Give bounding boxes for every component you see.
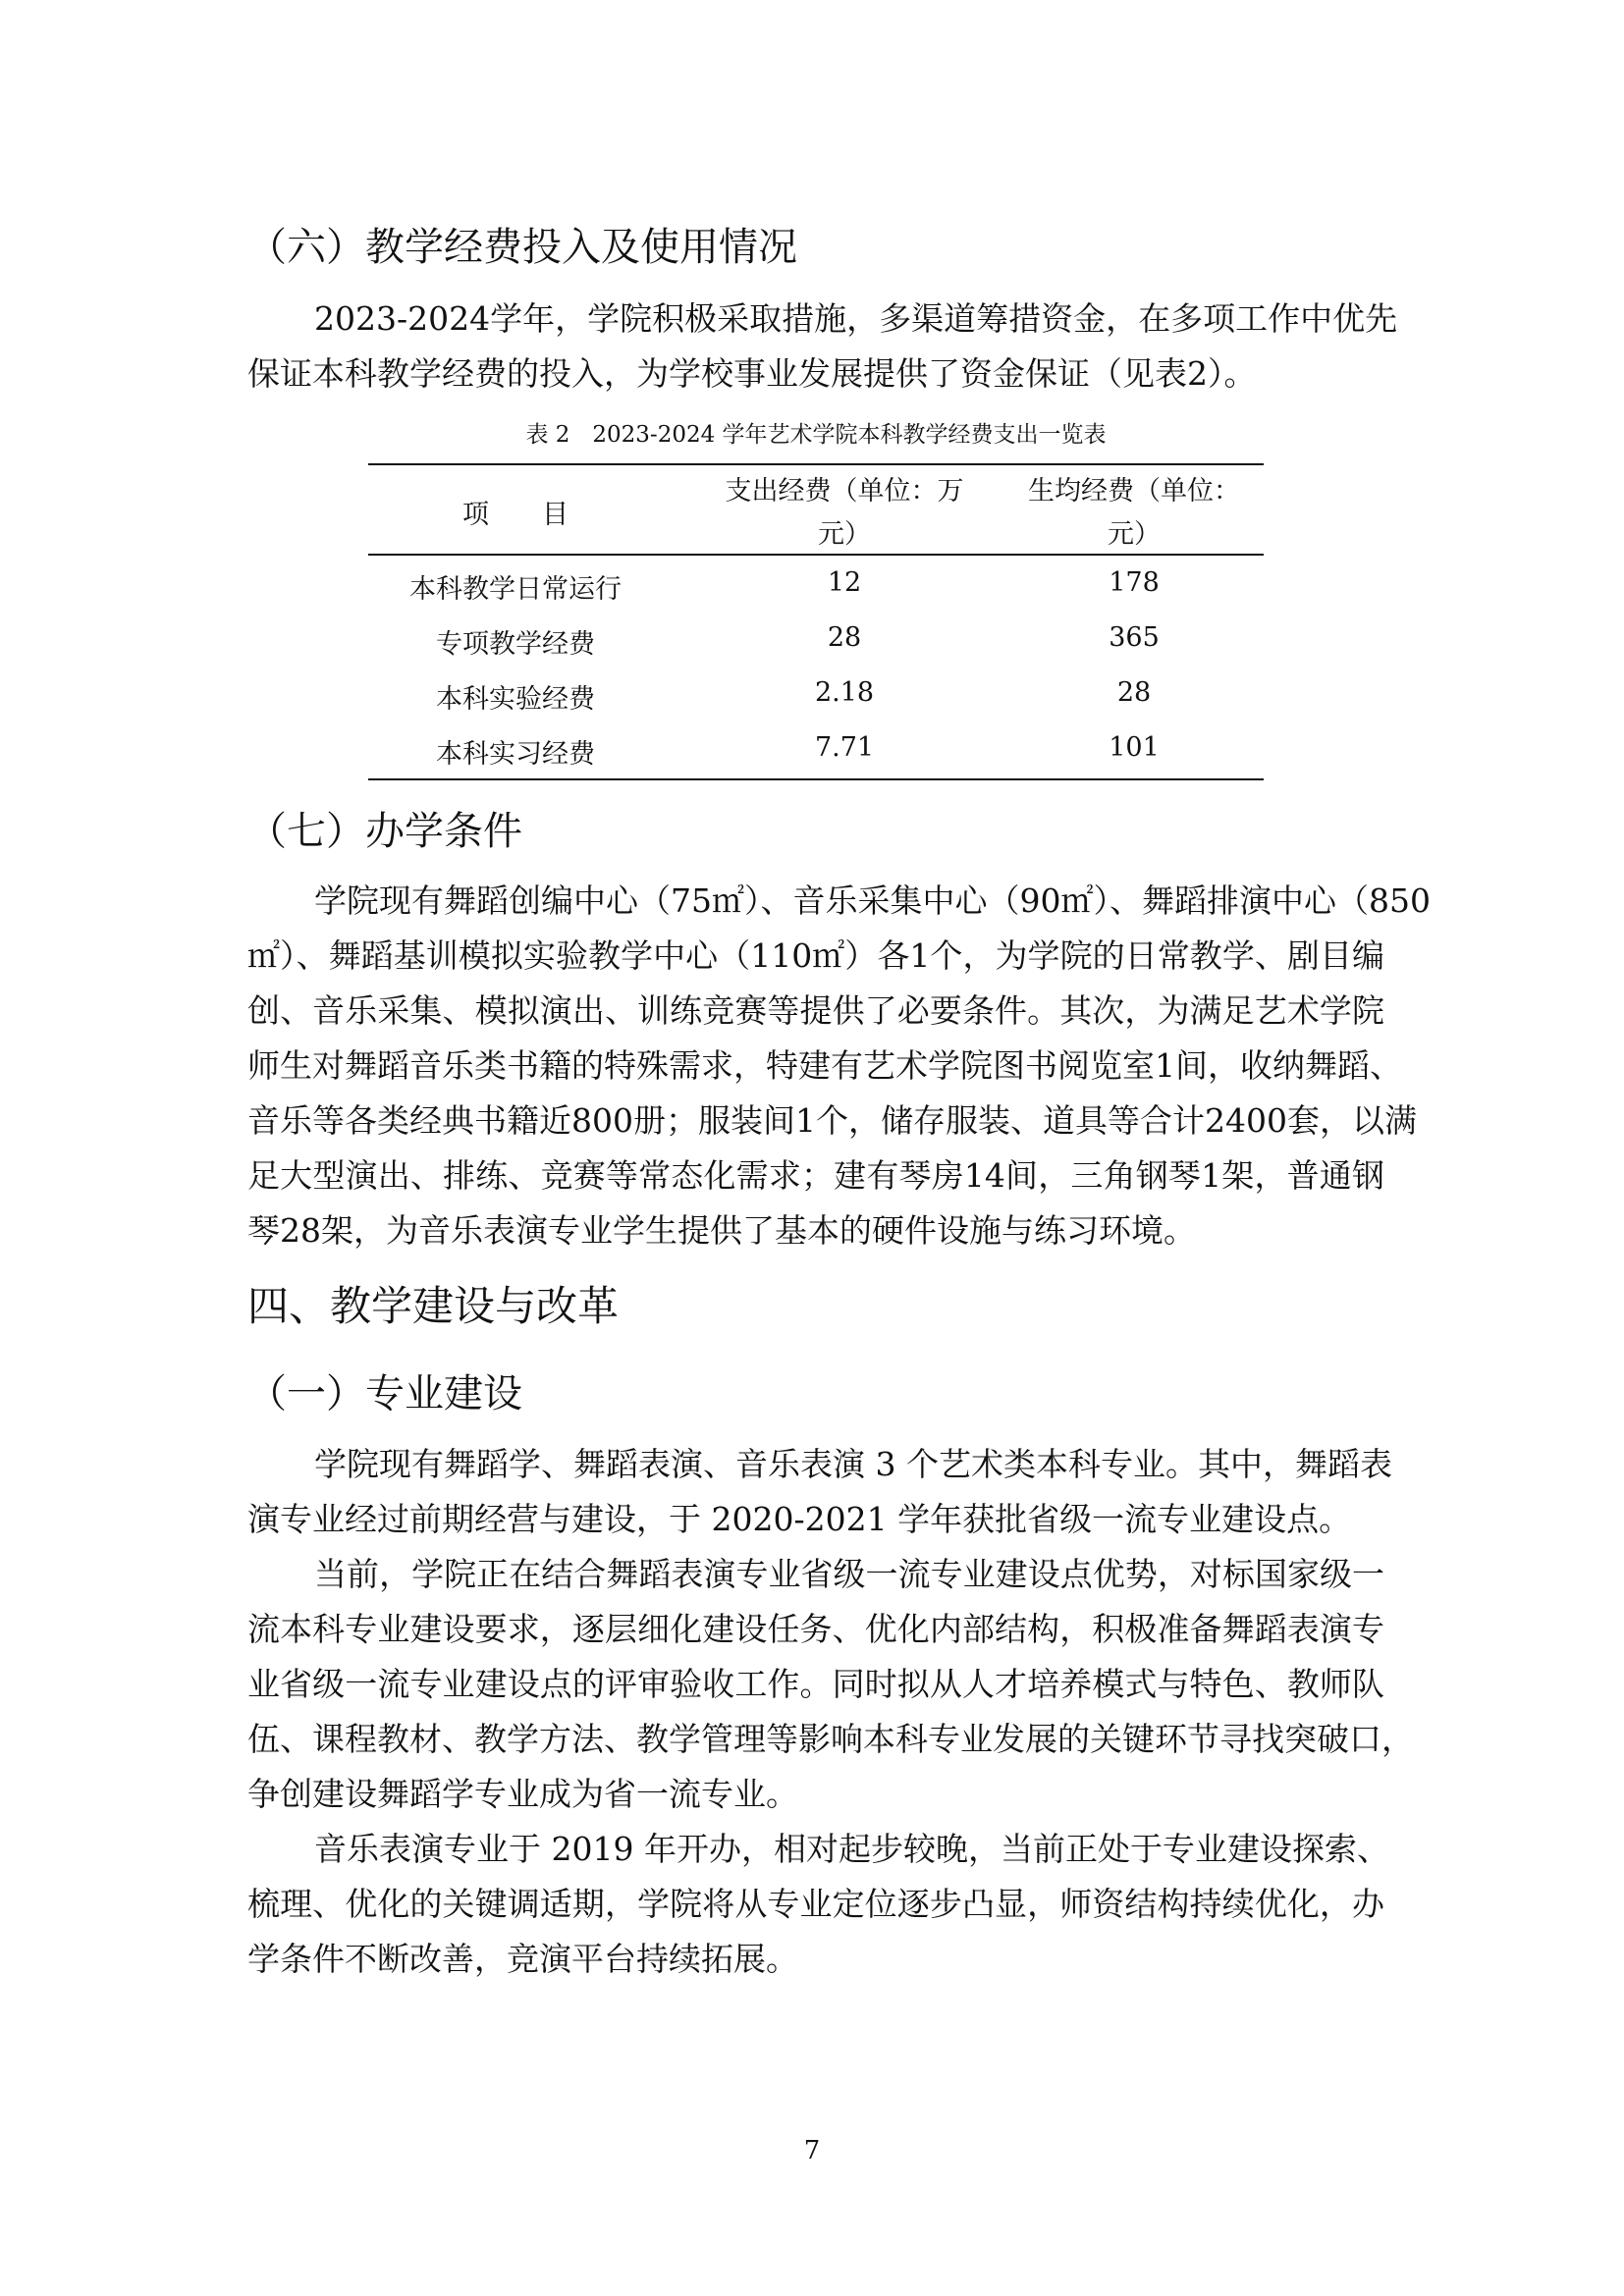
paragraph-line: 伍、课程教材、教学方法、教学管理等影响本科专业发展的关键环节寻找突破口， xyxy=(247,1720,1414,1758)
table-cell-expense: 2.18 xyxy=(814,677,875,708)
paragraph-line: 争创建设舞蹈学专业成为省一流专业。 xyxy=(247,1775,798,1813)
paragraph-line: 琴28架，为音乐表演专业学生提供了基本的硬件设施与练习环境。 xyxy=(247,1211,1196,1250)
table-cell-per-student: 101 xyxy=(1109,732,1160,763)
paragraph-line: 演专业经过前期经营与建设，于 2020-2021 学年获批省级一流专业建设点。 xyxy=(247,1500,1352,1538)
table-cell-per-student: 178 xyxy=(1109,567,1160,598)
table-cell-expense: 12 xyxy=(827,567,862,598)
table-header-per-student: 生均经费（单位： xyxy=(1028,476,1240,507)
table-cell-item: 本科教学日常运行 xyxy=(409,574,622,605)
page-number: 7 xyxy=(803,2136,821,2165)
table-cell-item: 本科实验经费 xyxy=(436,684,595,715)
table-header-per-student-unit: 元） xyxy=(1108,519,1161,550)
table-caption: 表 2 2023-2024 学年艺术学院本科教学经费支出一览表 xyxy=(525,422,1107,448)
table-header-item: 项 目 xyxy=(462,500,568,530)
table-cell-per-student: 365 xyxy=(1109,622,1160,653)
chapter-heading: 四、教学建设与改革 xyxy=(247,1282,620,1330)
table-cell-per-student: 28 xyxy=(1116,677,1152,708)
paragraph-line: 梳理、优化的关键调适期，学院将从专业定位逐步凸显，师资结构持续优化，办 xyxy=(247,1885,1384,1923)
table-cell-item: 本科实习经费 xyxy=(436,739,595,770)
table-header-rule xyxy=(368,554,1264,556)
paragraph-line: 2023-2024学年，学院积极采取措施，多渠道筹措资金，在多项工作中优先 xyxy=(314,299,1398,338)
paragraph-line: 当前，学院正在结合舞蹈表演专业省级一流专业建设点优势，对标国家级一 xyxy=(314,1555,1384,1593)
table-cell-expense: 28 xyxy=(827,622,862,653)
table-bottom-rule xyxy=(368,778,1264,780)
section-heading-funding: （六）教学经费投入及使用情况 xyxy=(247,225,797,270)
table-header-expense-unit: 元） xyxy=(818,519,871,550)
table-cell-item: 专项教学经费 xyxy=(436,629,595,660)
section-heading-conditions: （七）办学条件 xyxy=(247,809,522,854)
paragraph-line: 创、音乐采集、模拟演出、训练竞赛等提供了必要条件。其次，为满足艺术学院 xyxy=(247,991,1384,1030)
paragraph-line: 音乐等各类经典书籍近800册；服装间1个，储存服装、道具等合计2400套，以满 xyxy=(247,1101,1417,1140)
paragraph-line: 保证本科教学经费的投入，为学校事业发展提供了资金保证（见表2）。 xyxy=(247,354,1257,393)
paragraph-line: 业省级一流专业建设点的评审验收工作。同时拟从人才培养模式与特色、教师队 xyxy=(247,1665,1384,1703)
paragraph-line: 师生对舞蹈音乐类书籍的特殊需求，特建有艺术学院图书阅览室1间，收纳舞蹈、 xyxy=(247,1046,1402,1085)
paragraph-line: 流本科专业建设要求，逐层细化建设任务、优化内部结构，积极准备舞蹈表演专 xyxy=(247,1610,1384,1648)
paragraph-line: 音乐表演专业于 2019 年开办，相对起步较晚，当前正处于专业建设探索、 xyxy=(314,1830,1389,1868)
paragraph-line: 学院现有舞蹈学、舞蹈表演、音乐表演 3 个艺术类本科专业。其中，舞蹈表 xyxy=(314,1445,1392,1483)
section-heading-majors: （一）专业建设 xyxy=(247,1371,522,1416)
table-cell-expense: 7.71 xyxy=(814,732,875,763)
paragraph-line: 学院现有舞蹈创编中心（75㎡）、音乐采集中心（90㎡）、舞蹈排演中心（850 xyxy=(314,881,1431,920)
paragraph-line: ㎡）、舞蹈基训模拟实验教学中心（110㎡）各1个，为学院的日常教学、剧目编 xyxy=(247,936,1384,975)
paragraph-line: 足大型演出、排练、竞赛等常态化需求；建有琴房14间，三角钢琴1架，普通钢 xyxy=(247,1156,1384,1195)
table-top-rule xyxy=(368,463,1264,465)
table-header-expense: 支出经费（单位：万 xyxy=(725,476,964,507)
paragraph-line: 学条件不断改善，竞演平台持续拓展。 xyxy=(247,1940,798,1978)
